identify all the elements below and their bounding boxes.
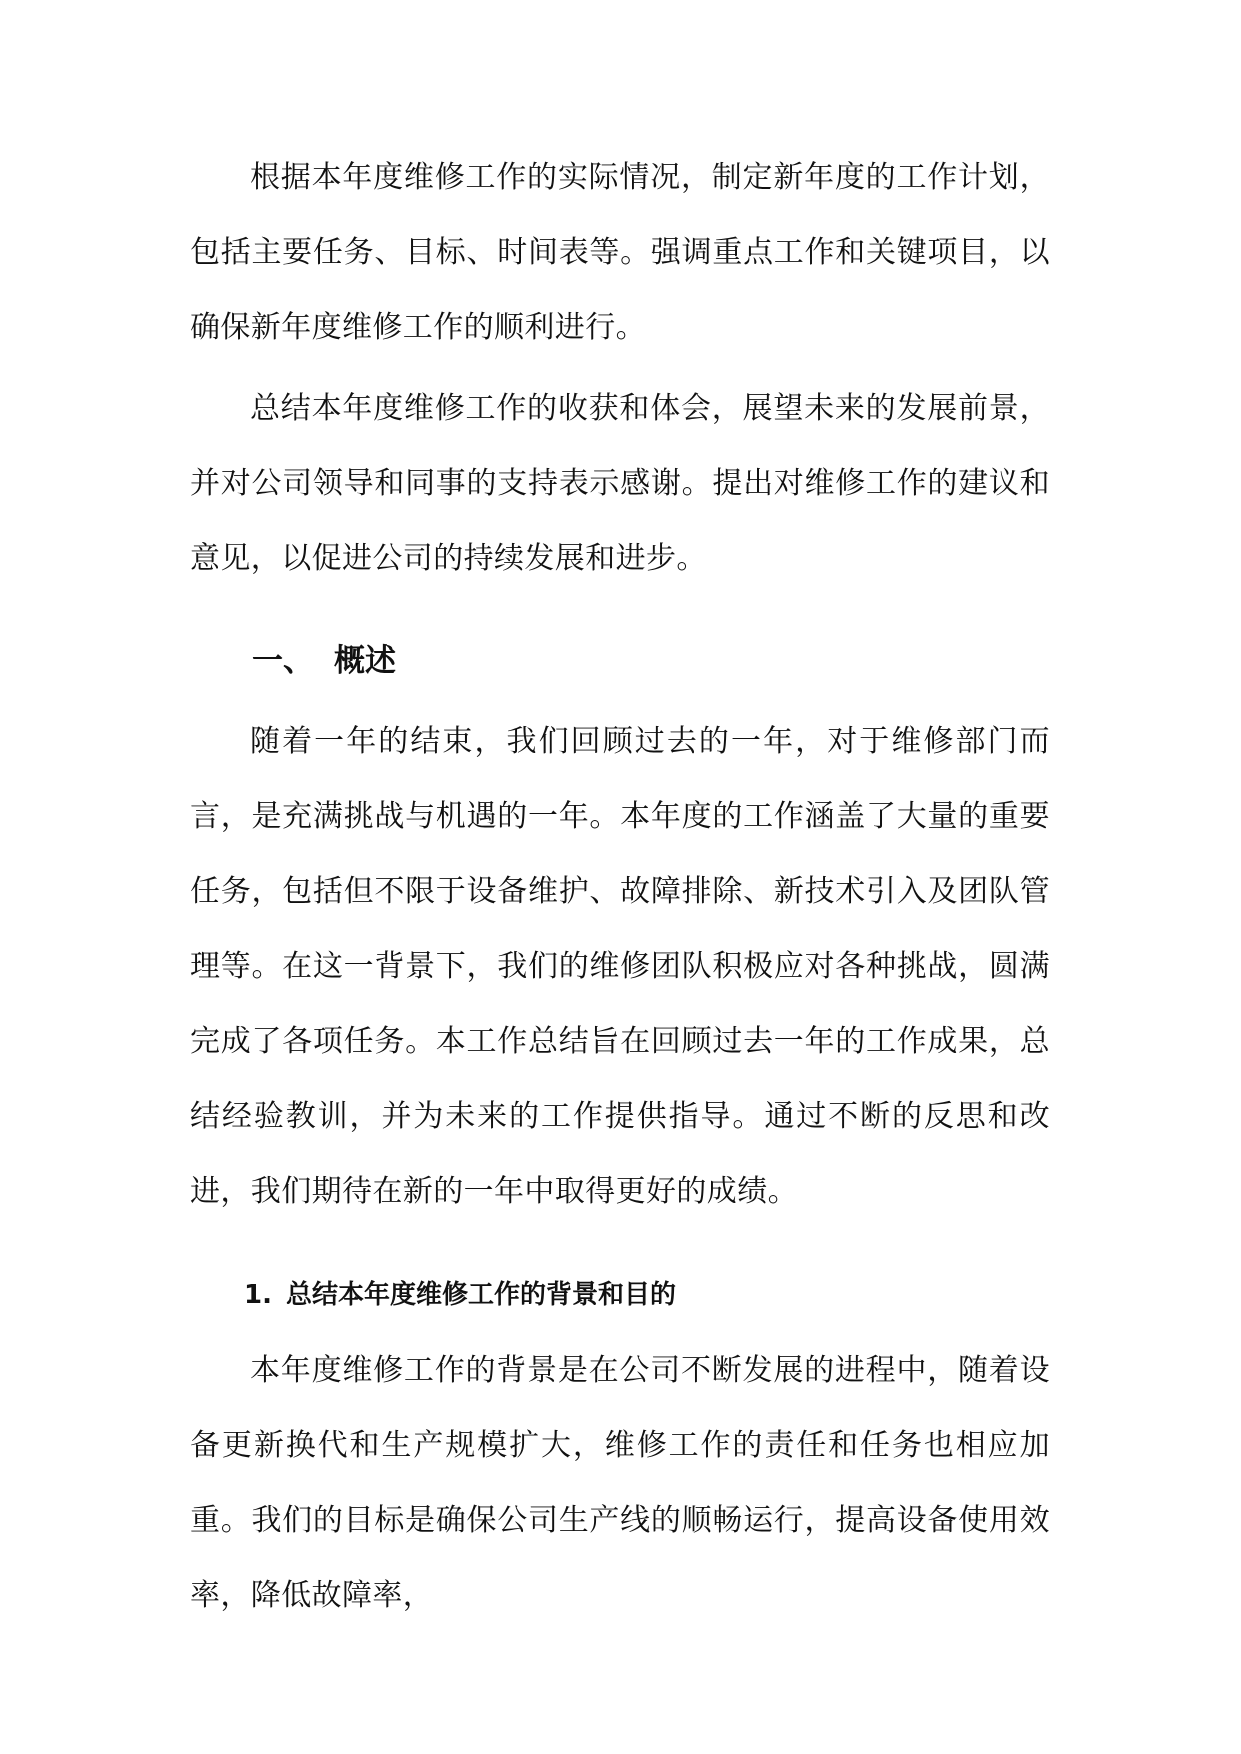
document-body — [190, 140, 1050, 1639]
intro-paragraph-1: 根据本年度维修工作的实际情况，制定新年度的工作计划，包括主要任务、目标、时间表等。强调重点工作和关键项目，以确保新年度维修工作的顺利进行。 — [190, 160, 1050, 345]
subsection-number: 1. — [244, 1280, 272, 1310]
subsection-title: 总结本年度维修工作的背景和目的 — [286, 1280, 677, 1310]
overview-paragraph: 随着一年的结束，我们回顾过去的一年，对于维修部门而言，是充满挑战与机遇的一年。本年度的工作涵盖了大量的重要任务，包括但不限于设备维护、故障排除、新技术引入及团队管理等。在这一背景下，我们的维修团队积极应对各种挑战，圆满完成了各项任务。本工作总结旨在回顾过去一年的工作成果，总结经验教训，并为未来的工作提供指导。通过不断的反思和改进，我们期待在新的一年中取得更好的成绩。 — [190, 724, 1050, 1209]
intro-paragraph-2: 总结本年度维修工作的收获和体会，展望未来的发展前景，并对公司领导和同事的支持表示感谢。提出对维修工作的建议和意见，以促进公司的持续发展和进步。 — [190, 391, 1050, 576]
subsection-heading-background — [244, 1263, 1050, 1327]
background-paragraph: 本年度维修工作的背景是在公司不断发展的进程中，随着设备更新换代和生产规模扩大，维修工作的责任和任务也相应加重。我们的目标是确保公司生产线的顺畅运行，提高设备使用效率，降低故障率， — [190, 1353, 1050, 1613]
section-heading-overview — [252, 626, 1050, 696]
section-title: 概述 — [334, 643, 396, 679]
section-number: 一、 — [252, 643, 314, 679]
